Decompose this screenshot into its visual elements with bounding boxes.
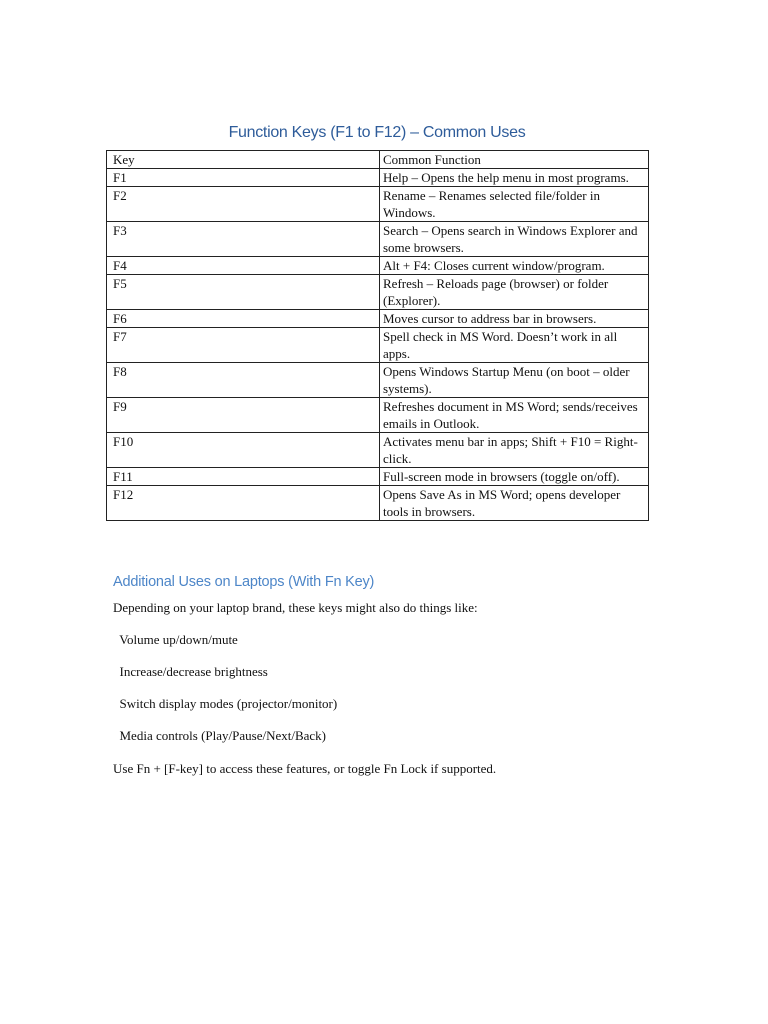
function-cell: Opens Windows Startup Menu (on boot – older systems). [380,363,649,398]
table-row [107,363,649,398]
section-heading: Additional Uses on Laptops (With Fn Key) [113,574,375,590]
table-row [107,257,649,275]
table-row [107,398,649,433]
key-cell: F6 [107,310,380,328]
list-item: Switch display modes (projector/monitor) [113,696,338,711]
key-cell: F5 [107,275,380,310]
function-cell: Moves cursor to address bar in browsers. [380,310,649,328]
table-row [107,486,649,521]
key-cell: F3 [107,222,380,257]
function-cell: Refresh – Reloads page (browser) or folder (Explorer). [380,275,649,310]
key-cell: F11 [107,468,380,486]
header-key: Key [107,151,380,169]
key-cell: F4 [107,257,380,275]
function-keys-table [106,150,649,521]
table-row [107,433,649,468]
table-row [107,468,649,486]
key-cell: F10 [107,433,380,468]
table-row [107,275,649,310]
list-item: Media controls (Play/Pause/Next/Back) [113,728,327,743]
list-item: Increase/decrease brightness [113,664,268,679]
function-cell: Alt + F4: Closes current window/program. [380,257,649,275]
footer-note: Use Fn + [F-key] to access these features, or toggle Fn Lock if supported. [113,761,497,776]
key-cell: F7 [107,328,380,363]
table-header-row [107,151,649,169]
table-row [107,187,649,222]
header-common-function: Common Function [380,151,649,169]
function-cell: Refreshes document in MS Word; sends/receives emails in Outlook. [380,398,649,433]
table-row [107,310,649,328]
intro-paragraph: Depending on your laptop brand, these keys might also do things like: [113,600,478,615]
table-row [107,169,649,187]
key-cell: F12 [107,486,380,521]
list-item: Volume up/down/mute [113,632,238,647]
key-cell: F9 [107,398,380,433]
function-cell: Rename – Renames selected file/folder in Windows. [380,187,649,222]
key-cell: F1 [107,169,380,187]
function-cell: Search – Opens search in Windows Explorer and some browsers. [380,222,649,257]
key-cell: F2 [107,187,380,222]
document-title: Function Keys (F1 to F12) – Common Uses [228,124,526,141]
function-cell: Activates menu bar in apps; Shift + F10 = Right-click. [380,433,649,468]
table-row [107,222,649,257]
function-cell: Help – Opens the help menu in most programs. [380,169,649,187]
function-cell: Full-screen mode in browsers (toggle on/off). [380,468,649,486]
function-cell: Spell check in MS Word. Doesn’t work in all apps. [380,328,649,363]
key-cell: F8 [107,363,380,398]
function-cell: Opens Save As in MS Word; opens developer tools in browsers. [380,486,649,521]
table-row [107,328,649,363]
